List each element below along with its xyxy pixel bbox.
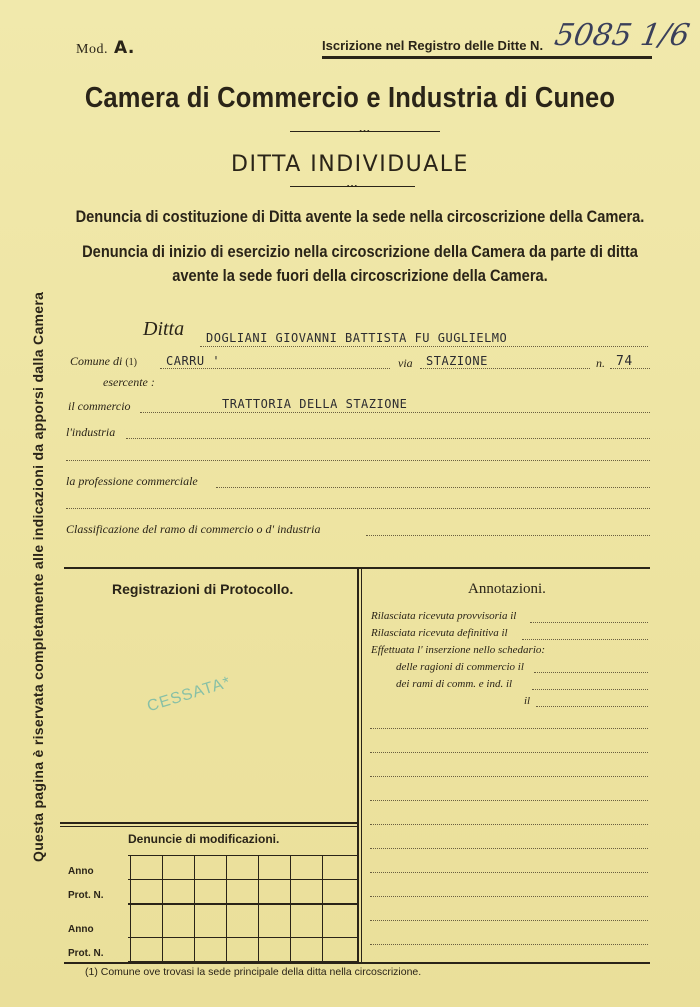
- annot-line-2: Rilasciata ricevuta definitiva il: [371, 627, 508, 639]
- commercio-label: il commercio: [68, 399, 131, 413]
- annot-blank-8: [370, 896, 648, 897]
- mod-grid-v6: [290, 855, 291, 962]
- mod-row-label-2: Prot. N.: [68, 890, 104, 901]
- commercio-line: [140, 412, 650, 413]
- annot-line-3: Effettuata l' inserzione nello schedario:: [371, 644, 546, 656]
- industria-label: l'industria: [66, 425, 116, 439]
- section-bottom-rule: [64, 962, 650, 964]
- mod-row-label-4: Prot. N.: [68, 948, 104, 959]
- annot-dots-4: [534, 672, 648, 673]
- via-label: via: [398, 356, 413, 370]
- annot-line-6: il: [524, 695, 531, 707]
- ditta-label: Ditta: [143, 318, 185, 340]
- column-divider-a: [357, 569, 359, 962]
- page-title: Camera di Commercio e Industria di Cuneo: [84, 82, 616, 114]
- annot-dots-5: [532, 689, 648, 690]
- modificazioni-top-rule-2: [60, 826, 357, 827]
- mod-grid-v5: [258, 855, 259, 962]
- professione-label: la professione commerciale: [66, 474, 198, 488]
- classificazione-line: [366, 535, 650, 536]
- registry-number: 5085 1/6: [551, 18, 693, 53]
- annot-blank-1: [370, 728, 648, 729]
- modificazioni-heading: Denuncie di modificazioni.: [128, 832, 280, 846]
- industria-line: [126, 438, 650, 439]
- annot-blank-3: [370, 776, 648, 777]
- numero-line: [610, 368, 650, 369]
- model-letter: A.: [113, 38, 135, 58]
- mod-grid-v1: [130, 855, 131, 962]
- protocollo-heading: Registrazioni di Protocollo.: [112, 581, 294, 597]
- classificazione-label: Classificazione del ramo di commercio o d' industria: [66, 522, 321, 536]
- via-line: [420, 368, 590, 369]
- column-divider-b: [361, 569, 362, 962]
- annot-blank-2: [370, 752, 648, 753]
- registry-underline: [322, 56, 652, 59]
- declaration-line-3: avente la sede fuori della circoscrizione della Camera.: [172, 266, 548, 285]
- annot-dots-1: [530, 622, 648, 623]
- numero-value: 74: [616, 354, 633, 369]
- esercente-label: esercente :: [103, 375, 155, 389]
- footnote: (1) Comune ove trovasi la sede principale della ditta nella circoscrizione.: [85, 966, 422, 978]
- blank-line-2: [66, 508, 650, 509]
- ditta-value: DOGLIANI GIOVANNI BATTISTA FU GUGLIELMO: [206, 331, 508, 345]
- comune-label: Comune di (1): [70, 354, 138, 368]
- mod-grid-v2: [162, 855, 163, 962]
- via-value: STAZIONE: [426, 354, 488, 368]
- comune-value: CARRU ': [166, 354, 221, 368]
- subtitle-ornament: •••: [290, 186, 415, 187]
- annot-blank-4: [370, 800, 648, 801]
- annot-blank-10: [370, 944, 648, 945]
- registry-label: Iscrizione nel Registro delle Ditte N.: [322, 38, 544, 53]
- mod-grid-v3: [194, 855, 195, 962]
- modificazioni-top-rule: [60, 822, 357, 824]
- blank-line-1: [66, 460, 650, 461]
- mod-grid-v4: [226, 855, 227, 962]
- annot-line-5: dei rami di comm. e ind. il: [396, 678, 513, 690]
- model-label: Mod. A.: [76, 38, 135, 58]
- title-ornament: •••: [290, 131, 440, 132]
- declaration-line-1: Denuncia di costituzione di Ditta avente la sede nella circoscrizione della Camera.: [75, 207, 645, 226]
- page-subtitle: DITTA INDIVIDUALE: [231, 152, 469, 177]
- annotazioni-heading: Annotazioni.: [468, 581, 546, 597]
- annot-line-4: delle ragioni di commercio il: [396, 661, 524, 673]
- commercio-value: TRATTORIA DELLA STAZIONE: [222, 397, 408, 411]
- professione-line: [216, 487, 650, 488]
- annot-blank-9: [370, 920, 648, 921]
- declaration-line-2: Denuncia di inizio di esercizio nella circoscrizione della Camera da parte di ditta: [82, 242, 638, 261]
- annot-blank-5: [370, 824, 648, 825]
- annot-dots-2: [522, 639, 648, 640]
- mod-row-label-1: Anno: [68, 866, 94, 877]
- numero-label: n.: [596, 356, 605, 370]
- mod-grid-v7: [322, 855, 323, 962]
- ditta-line: [200, 346, 648, 347]
- comune-line: [160, 368, 390, 369]
- cessata-stamp: CESSATA*: [145, 673, 233, 716]
- annot-blank-6: [370, 848, 648, 849]
- annot-blank-7: [370, 872, 648, 873]
- annot-line-1: Rilasciata ricevuta provvisoria il: [371, 610, 517, 622]
- mod-row-label-3: Anno: [68, 924, 94, 935]
- side-note: Questa pagina è riservata completamente alle indicazioni da apporsi dalla Camera: [30, 291, 46, 862]
- annot-dots-6: [536, 706, 648, 707]
